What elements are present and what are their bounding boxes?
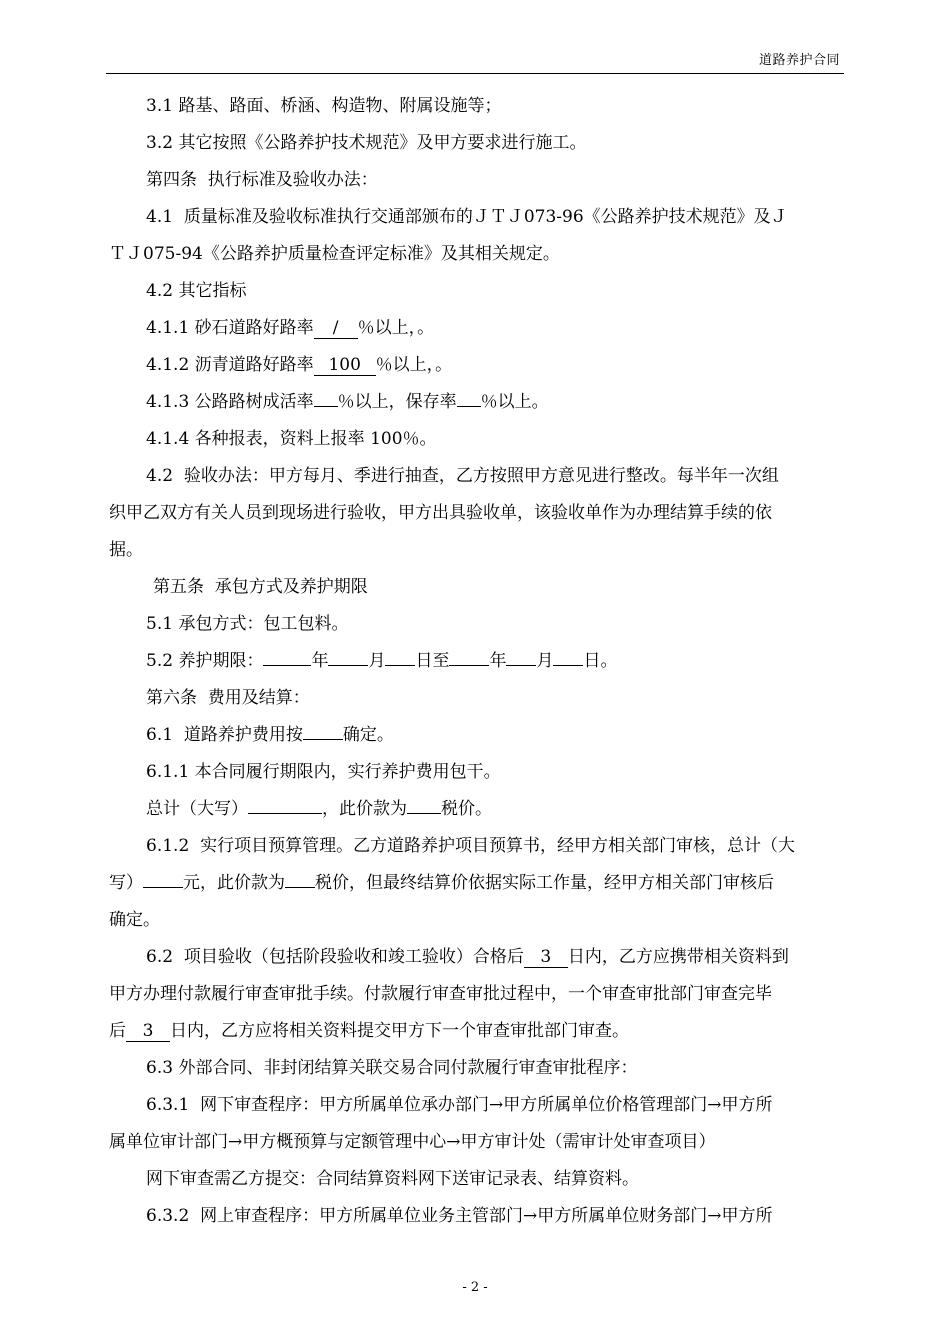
clause-6-1: 6.1 道路养护费用按 确定。 bbox=[146, 725, 394, 745]
blank-days-after-acceptance: 3 bbox=[524, 947, 568, 968]
clause-4-1-4: 4.1.4 各种报表，资料上报率 100％。 bbox=[146, 429, 437, 449]
blank-total-amount bbox=[248, 813, 322, 814]
blank-end-month bbox=[506, 665, 536, 666]
clause-4-2-acceptance-line1: 4.2 验收办法：甲方每月、季进行抽查，乙方按照甲方意见进行整改。每半年一次组 bbox=[146, 466, 779, 486]
clause-4-2-heading: 4.2 其它指标 bbox=[146, 281, 247, 301]
clause-5-1: 5.1 承包方式：包工包料。 bbox=[146, 614, 349, 634]
clause-4-2-acceptance-line3: 据。 bbox=[109, 540, 143, 560]
clause-3-1: 3.1 路基、路面、桥涵、构造物、附属设施等； bbox=[146, 96, 502, 116]
clause-4-1-line1: 4.1 质量标准及验收标准执行交通部颁布的ＪＴＪ073-96《公路养护技术规范》及Ｊ bbox=[146, 207, 788, 227]
clause-6-3-1-line1: 6.3.1 网下审查程序：甲方所属单位承办部门→甲方所属单位价格管理部门→甲方所 bbox=[146, 1095, 773, 1115]
clause-6-1-2-line2: 写） 元，此价款为 税价，但最终结算价依据实际工作量，经甲方相关部门审核后 bbox=[109, 873, 774, 893]
blank-end-year bbox=[449, 665, 489, 666]
clause-4-1-2: 4.1.2 沥青道路好路率 100 ％以上，。 bbox=[146, 355, 453, 375]
clause-3-2: 3.2 其它按照《公路养护技术规范》及甲方要求进行施工。 bbox=[146, 133, 587, 153]
blank-start-year bbox=[263, 665, 311, 666]
header-rule bbox=[106, 73, 844, 74]
clause-6-2-line1: 6.2 项目验收（包括阶段验收和竣工验收）合格后 3 日内，乙方应携带相关资料到 bbox=[146, 947, 789, 967]
clause-4-1-line2: ＴＪ075-94《公路养护质量检查评定标准》及其相关规定。 bbox=[109, 244, 560, 264]
blank-fee-basis bbox=[303, 739, 343, 740]
blank-gravel-rate: / bbox=[314, 318, 358, 339]
blank-tax-type bbox=[407, 813, 441, 814]
blank-days-after-review: 3 bbox=[126, 1021, 170, 1042]
clause-4-2-acceptance-line2: 织甲乙双方有关人员到现场进行验收，甲方出具验收单，该验收单作为办理结算手续的依 bbox=[109, 503, 772, 523]
document-body bbox=[109, 88, 861, 1235]
clause-5-2: 5.2 养护期限： 年 月 日至 年 月 日。 bbox=[146, 651, 618, 671]
clause-6-2-line3: 后 3 日内，乙方应将相关资料提交甲方下一个审查审批部门审查。 bbox=[109, 1021, 629, 1041]
article-5-heading: 第五条 承包方式及养护期限 bbox=[153, 577, 368, 597]
article-6-heading: 第六条 费用及结算： bbox=[146, 688, 310, 708]
blank-start-month bbox=[328, 665, 368, 666]
clause-6-3-1-line2: 属单位审计部门→甲方概预算与定额管理中心→甲方审计处（需审计处审查项目） bbox=[109, 1132, 716, 1152]
blank-budget-amount bbox=[143, 887, 183, 888]
blank-start-day bbox=[385, 665, 415, 666]
clause-6-1-1: 6.1.1 本合同履行期限内，实行养护费用包干。 bbox=[146, 762, 501, 782]
article-4-heading: 第四条 执行标准及验收办法： bbox=[146, 170, 378, 190]
clause-6-1-2-line1: 6.1.2 实行项目预算管理。乙方道路养护项目预算书，经甲方相关部门审核，总计（大 bbox=[146, 836, 796, 856]
clause-4-1-3: 4.1.3 公路路树成活率 ％以上，保存率 ％以上。 bbox=[146, 392, 549, 412]
clause-6-2-line2: 甲方办理付款履行审查审批手续。付款履行审查审批过程中，一个审查审批部门审查完毕 bbox=[109, 984, 772, 1004]
clause-6-3-2-line1: 6.3.2 网上审查程序：甲方所属单位业务主管部门→甲方所属单位财务部门→甲方所 bbox=[146, 1206, 773, 1226]
clause-6-3-1-submission: 网下审查需乙方提交：合同结算资料网下送审记录表、结算资料。 bbox=[146, 1169, 639, 1189]
clause-6-1-2-line3: 确定。 bbox=[109, 910, 160, 930]
page-header-title: 道路养护合同 bbox=[758, 53, 840, 68]
blank-asphalt-rate: 100 bbox=[314, 355, 376, 376]
page-number: - 2 - bbox=[462, 1280, 488, 1295]
blank-end-day bbox=[553, 665, 583, 666]
clause-6-3: 6.3 外部合同、非封闭结算关联交易合同付款履行审查审批程序： bbox=[146, 1058, 638, 1078]
clause-4-1-1: 4.1.1 砂石道路好路率 / ％以上，。 bbox=[146, 318, 435, 338]
blank-retention-rate bbox=[457, 406, 481, 407]
blank-budget-tax bbox=[285, 887, 315, 888]
clause-6-1-1-total: 总计（大写） ，此价款为 税价。 bbox=[146, 799, 492, 819]
blank-survival-rate bbox=[314, 406, 338, 407]
